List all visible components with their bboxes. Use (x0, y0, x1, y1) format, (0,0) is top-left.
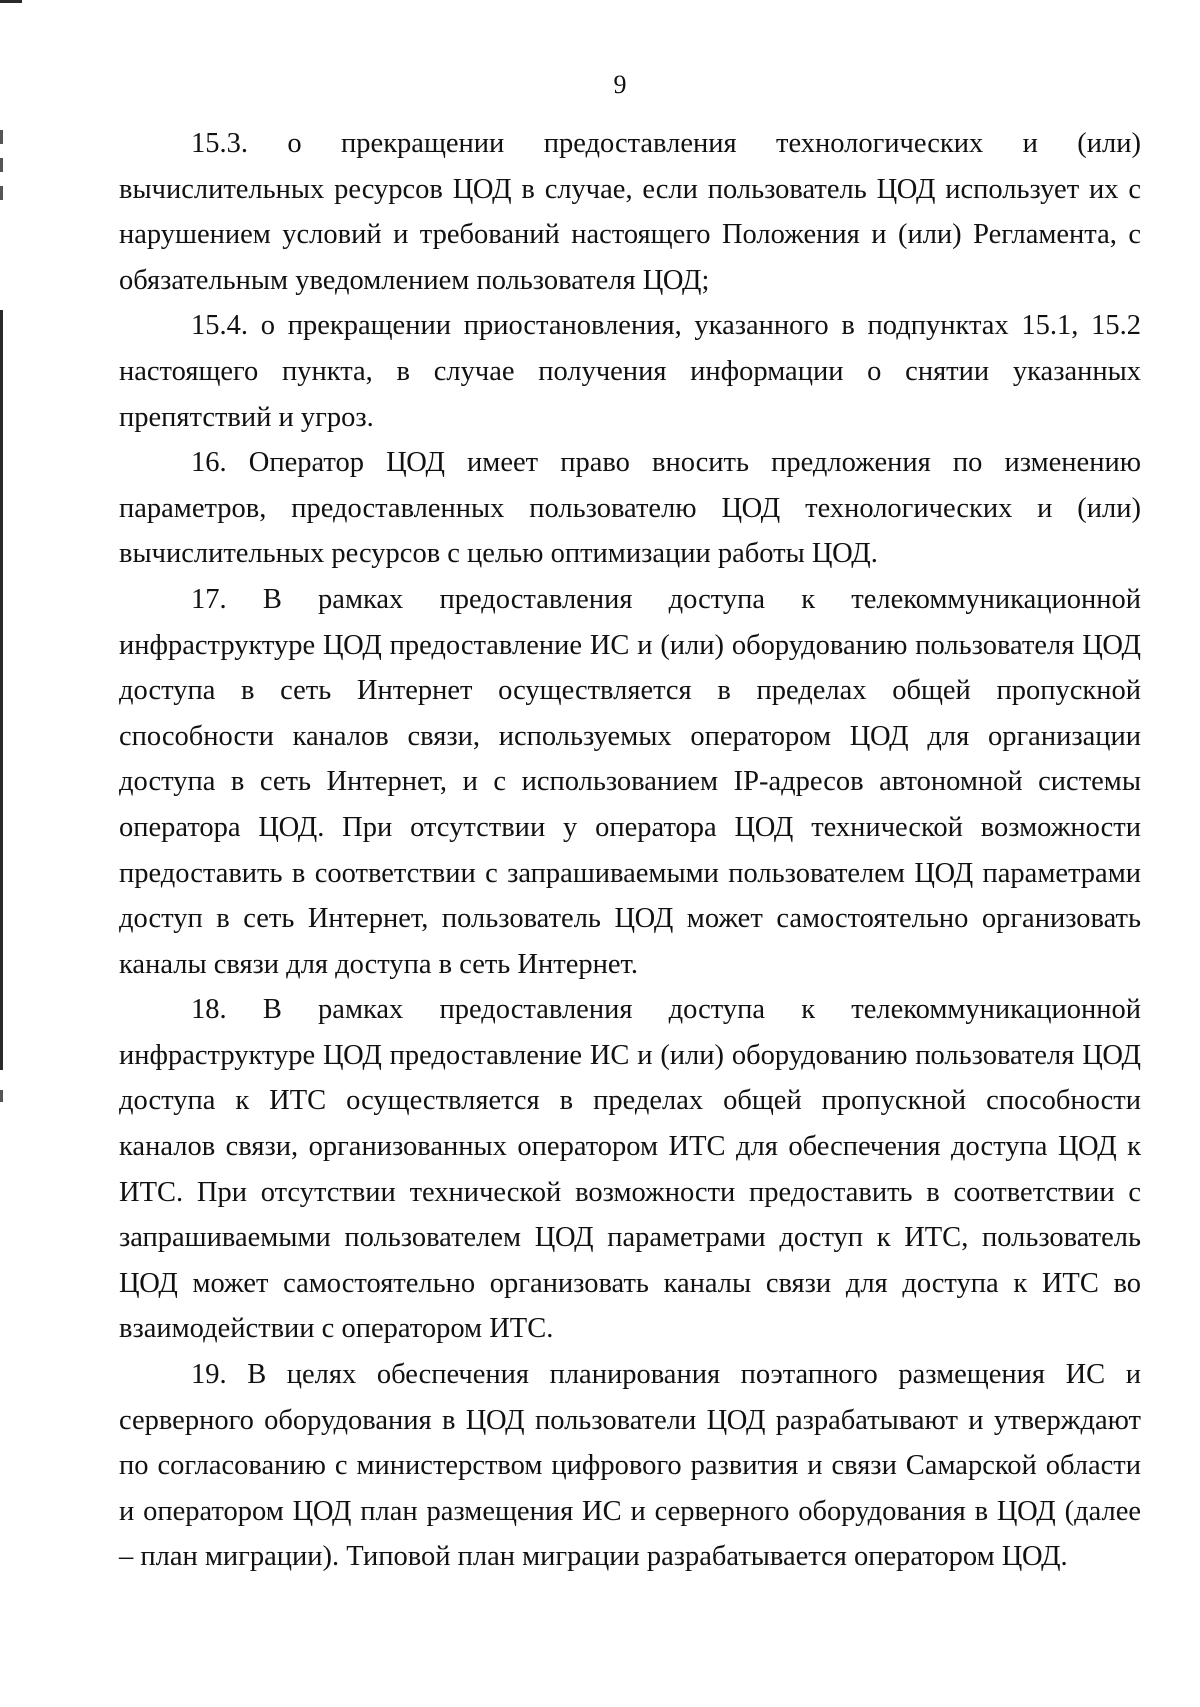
document-body (119, 121, 1141, 1580)
scan-edge-mark (0, 310, 3, 1070)
paragraph-18: 18. В рамках предоставления доступа к телекоммуникационной инфраструктуре ЦОД предоставление ИС и (или) оборудованию пользователя ЦОД доступа к ИТС осуществляется в пределах общей пропускной способности каналов связи, организованных оператором ИТС для обеспечения доступа ЦОД к ИТС. При отсутствии технической возможности предоставить в соответствии с запрашиваемыми пользователем ЦОД параметрами доступ к ИТС, пользователь ЦОД может самостоятельно организовать каналы связи для доступа к ИТС во взаимодействии с оператором ИТС. (119, 994, 1141, 1345)
scan-edge-tick (0, 158, 3, 172)
paragraph-15-4: 15.4. о прекращении приостановления, указанного в подпунктах 15.1, 15.2 настоящего пункта, в случае получения информации о снятии указанных препятствий и угроз. (119, 310, 1141, 433)
paragraph-16: 16. Оператор ЦОД имеет право вносить предложения по изменению параметров, предоставленных пользователю ЦОД технологических и (или) вычислительных ресурсов с целью оптимизации работы ЦОД. (119, 447, 1141, 570)
scan-edge-tick (0, 186, 3, 200)
paragraph-19: 19. В целях обеспечения планирования поэтапного размещения ИС и серверного оборудования в ЦОД пользователи ЦОД разрабатывают и утверждают по согласованию с министерством цифрового развития и связи Самарской области и оператором ЦОД план размещения ИС и серверного оборудования в ЦОД (далее – план миграции). Типовой план миграции разрабатывается оператором ЦОД. (119, 1359, 1141, 1573)
paragraph-17: 17. В рамках предоставления доступа к телекоммуникационной инфраструктуре ЦОД предоставление ИС и (или) оборудованию пользователя ЦОД доступа в сеть Интернет осуществляется в пределах общей пропускной способности каналов связи, используемых оператором ЦОД для организации доступа в сеть Интернет, и с использованием IP-адресов автономной системы оператора ЦОД. При отсутствии у оператора ЦОД технической возможности предоставить в соответствии с запрашиваемыми пользователем ЦОД параметрами доступ в сеть Интернет, пользователь ЦОД может самостоятельно организовать каналы связи для доступа в сеть Интернет. (119, 583, 1141, 980)
scan-edge-tick (0, 1090, 3, 1102)
page-number: 9 (613, 70, 627, 99)
paragraph-15-3: 15.3. о прекращении предоставления технологических и (или) вычислительных ресурсов ЦОД в случае, если пользователь ЦОД использует их с нарушением условий и требований настоящего Положения и (или) Регламента, с обязательным уведомлением пользователя ЦОД; (119, 128, 1141, 296)
scan-corner-mark (0, 0, 22, 3)
scan-edge-tick (0, 130, 3, 144)
